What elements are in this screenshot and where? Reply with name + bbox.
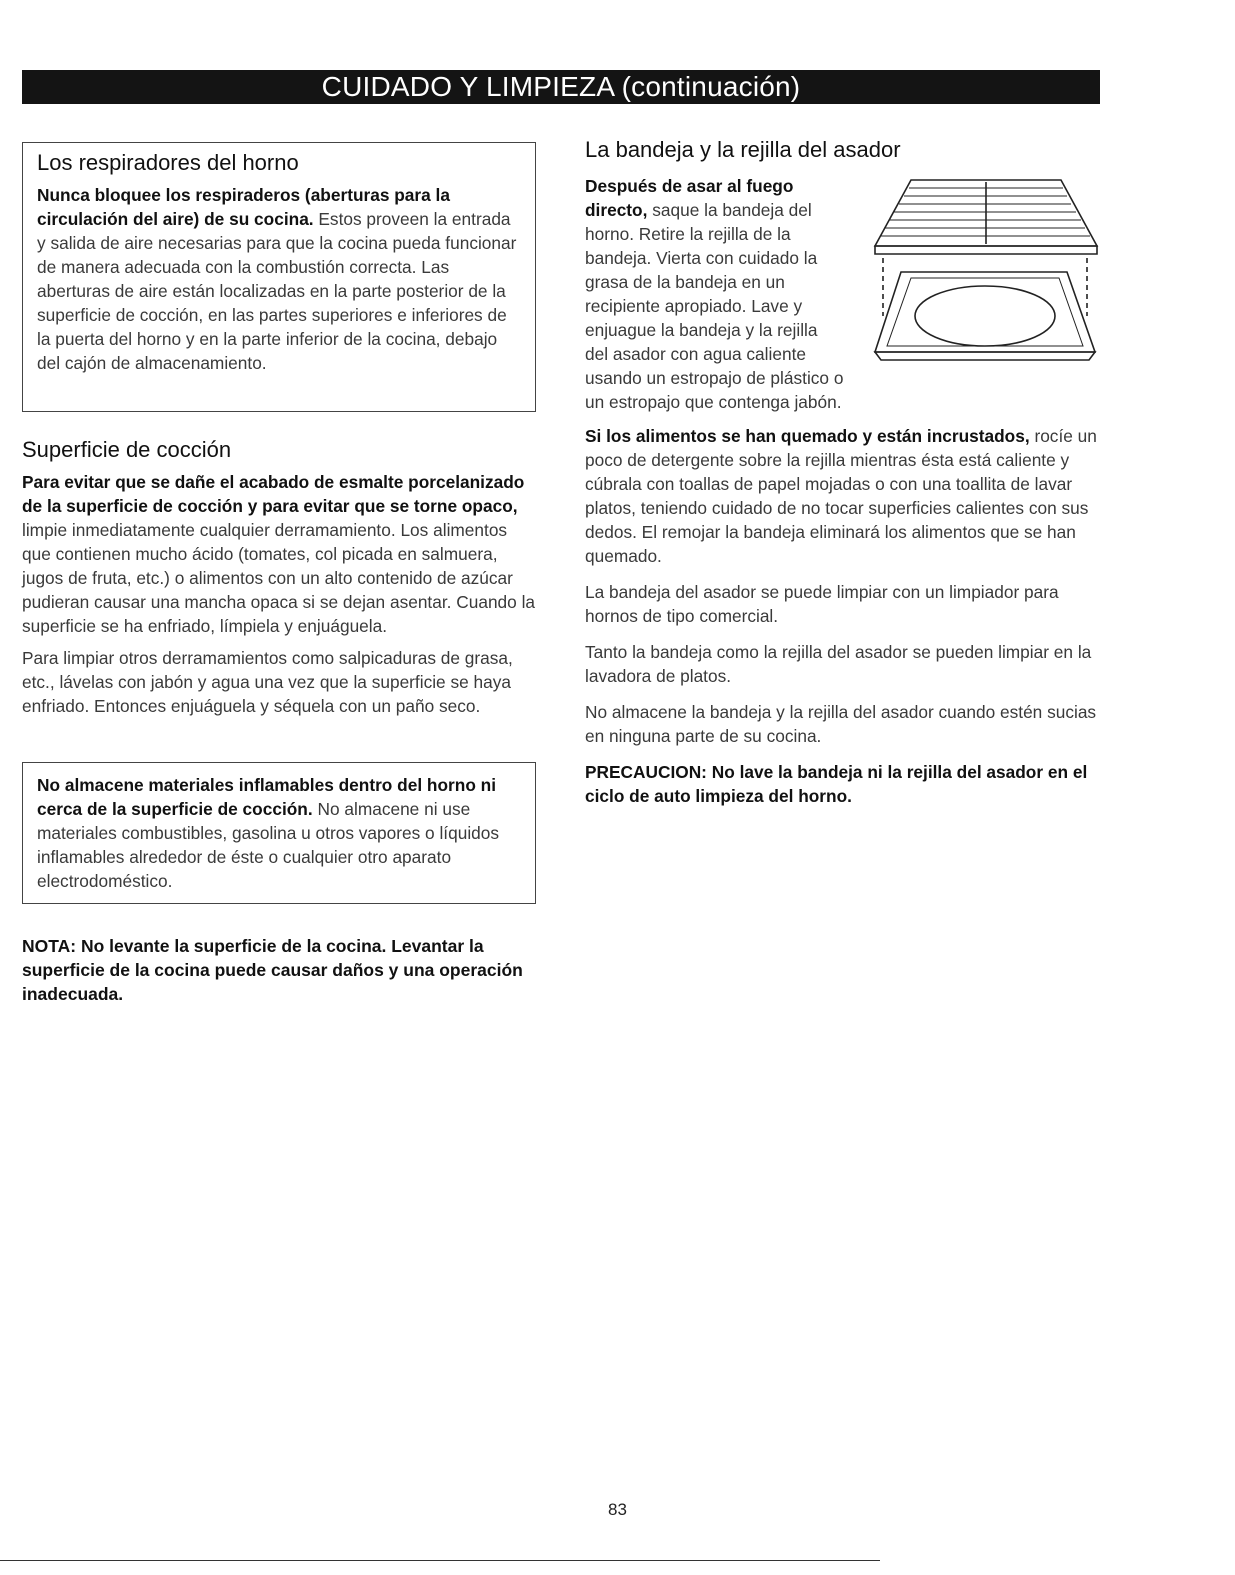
page-number: 83 bbox=[608, 1500, 627, 1519]
page-header-banner bbox=[22, 70, 1100, 104]
broiler-paragraph-3: La bandeja del asador se puede limpiar con un limpiador para hornos de tipo comercial. bbox=[585, 582, 1059, 626]
page-header-title: CUIDADO Y LIMPIEZA (continuación) bbox=[321, 71, 801, 102]
vents-paragraph bbox=[37, 183, 523, 375]
right-column bbox=[585, 136, 1105, 820]
broiler-paragraph-4: Tanto la bandeja como la rejilla del asador se pueden limpiar en la lavadora de platos. bbox=[585, 642, 1092, 686]
cooktop-section bbox=[22, 436, 536, 718]
warning-bold-text: No almacene materiales inflamables dentro del horno ni cerca de la superficie de cocción. bbox=[37, 775, 497, 819]
caution-text: PRECAUCION: No lave la bandeja ni la rejilla del asador en el ciclo de auto limpieza del horno. bbox=[585, 762, 1088, 806]
burned-food-body-text: rocíe un poco de detergente sobre la rejilla mientras ésta está caliente y cúbrala con toallas de papel mojadas o con una toallita de lavar platos, teniendo cuidado de no tocar superficies calientes con sus dedos. El remojar la bandeja eliminará los alimentos que se han quemado. bbox=[585, 426, 1097, 566]
broiler-pan-illustration bbox=[871, 176, 1099, 376]
vents-bold-text: Nunca bloquee los respiraderos (aberturas para la circulación del aire) de su cocina. bbox=[37, 185, 450, 229]
broiler-pan-outline bbox=[875, 272, 1095, 352]
warning-body-text: No almacene ni use materiales combustibles, gasolina u otros vapores o líquidos inflamables alrededor de éste o cualquier otro aparato electrodoméstico. bbox=[37, 799, 500, 891]
burned-food-bold-text: Si los alimentos se han quemado y están incrustados, bbox=[585, 426, 1030, 446]
broiler-intro-row bbox=[585, 174, 1105, 414]
broiler-body-text: saque la bandeja del horno. Retire la rejilla de la bandeja. Vierta con cuidado la grasa de la bandeja en un recipiente apropiado. Lave y enjuague la bandeja y la rejilla del asador con agua caliente usando un estropajo de plástico o un estropajo que contenga jabón. bbox=[585, 200, 844, 412]
broiler-heading: La bandeja y la rejilla del asador bbox=[585, 137, 901, 162]
broiler-paragraphs bbox=[585, 424, 1105, 808]
broiler-grid-edge bbox=[875, 246, 1097, 254]
broiler-paragraph-2 bbox=[585, 424, 1105, 568]
broiler-pan-well bbox=[915, 286, 1055, 346]
cooktop-paragraph-1 bbox=[22, 470, 536, 638]
cooktop-heading: Superficie de cocción bbox=[22, 437, 232, 462]
cooktop-bold-text: Para evitar que se dañe el acabado de esmalte porcelanizado de la superficie de cocción y para evitar que se torne opaco, bbox=[22, 472, 525, 516]
broiler-bold-text: Después de asar al fuego directo, bbox=[585, 176, 794, 220]
cooktop-body-text: limpie inmediatamente cualquier derramamiento. Los alimentos que contienen mucho ácido (tomates, col picada en salmuera, jugos de fruta, etc.) o alimentos con un alto contenido de azúcar pudieran causar una mancha opaca si se dejan asentar. Cuando la superficie se ha enfriado, límpiela y enjuáguela. bbox=[22, 520, 536, 636]
broiler-paragraph-1 bbox=[585, 174, 845, 414]
vents-body-text: Estos proveen la entrada y salida de aire necesarias para que la cocina pueda funcionar de manera adecuada con la combustión correcta. Las aberturas de aire están localizadas en la parte posterior de la superficie de cocción, en las partes superiores e inferiores de la puerta del horno y en la parte inferior de la cocina, debajo del cajón de almacenamiento. bbox=[37, 209, 517, 373]
bottom-divider bbox=[0, 1560, 880, 1561]
broiler-paragraph-5: No almacene la bandeja y la rejilla del asador cuando estén sucias en ninguna parte de su cocina. bbox=[585, 702, 1097, 746]
broiler-intro bbox=[585, 174, 845, 414]
cooktop-paragraph-2: Para limpiar otros derramamientos como salpicaduras de grasa, etc., lávelas con jabón y agua una vez que la superficie se haya enfriado. Entonces enjuáguela y séquela con un paño seco. bbox=[22, 648, 513, 716]
vents-box bbox=[22, 142, 536, 412]
vents-heading: Los respiradores del horno bbox=[37, 150, 299, 175]
warning-paragraph bbox=[37, 773, 523, 893]
nota-text: NOTA: No levante la superficie de la cocina. Levantar la superficie de la cocina puede causar daños y una operación inadecuada. bbox=[22, 936, 523, 1004]
left-column bbox=[22, 142, 536, 1006]
flammables-warning-box bbox=[22, 762, 536, 904]
broiler-pan-base bbox=[875, 352, 1095, 360]
